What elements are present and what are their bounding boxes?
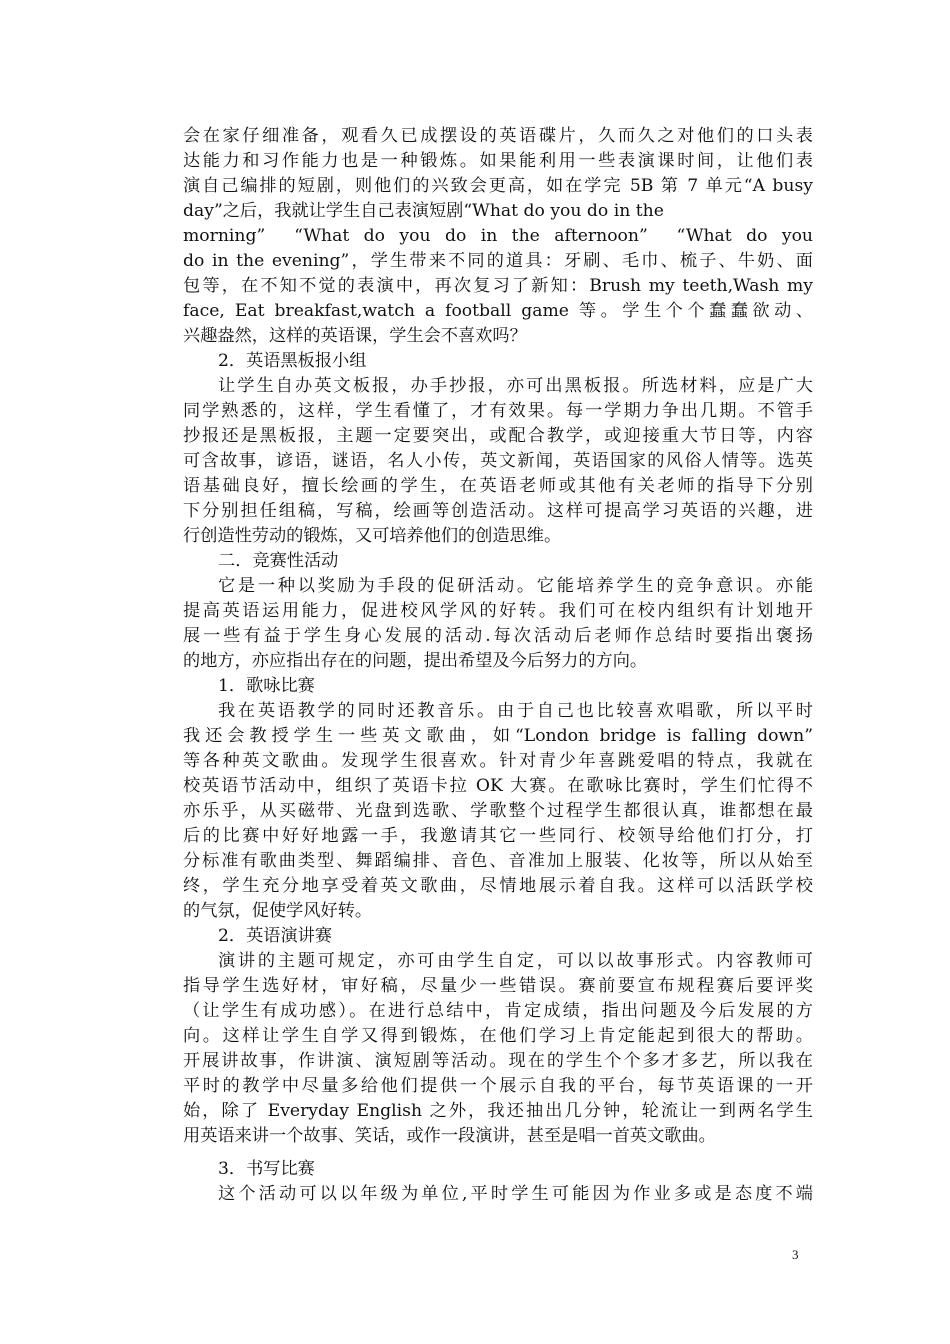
text-line: 终，学生充分地享受着英文歌曲，尽情地展示着自我。这样可以活跃学校 (183, 876, 813, 896)
text-line: 1．歌咏比赛 (218, 676, 315, 696)
text-line: 分标准有歌曲类型、舞蹈编排、音色、音准加上服装、化妆等，所以从始至 (183, 851, 813, 871)
text-line: 亦乐乎，从买磁带、光盘到选歌、学歌整个过程学生都很认真，谁都想在最 (183, 801, 813, 821)
text-line: 展一些有益于学生身心发展的活动.每次活动后老师作总结时要指出褒扬 (183, 626, 813, 646)
text-line: day”之后，我就让学生自己表演短剧“What do you do in the (183, 201, 664, 221)
text-line: （让学生有成功感）。在进行总结中，肯定成绩，指出问题及今后发展的方 (183, 1001, 813, 1021)
text-line: morning” “What do you do in the afternoon” “What do you (183, 226, 813, 246)
text-line: face, Eat breakfast,watch a football game 等。学生个个蠢蠢欲动、 (183, 301, 813, 321)
text-line: 演讲的主题可规定，亦可由学生自定，可以以故事形式。内容教师可 (218, 951, 813, 971)
text-line: 始，除了 Everyday English 之外，我还抽出几分钟，轮流让一到两名学生 (183, 1101, 813, 1121)
paragraph-gap (183, 1149, 813, 1157)
text-line: do in the evening”，学生带来不同的道具：牙刷、毛巾、梳子、牛奶、面 (183, 251, 813, 271)
text-line: 兴趣盎然，这样的英语课，学生会不喜欢吗？ (183, 326, 527, 346)
text-line: 抄报还是黑板报，主题一定要突出，或配合教学，或迎接重大节日等，内容 (183, 426, 813, 446)
text-line: 这个活动可以以年级为单位,平时学生可能因为作业多或是态度不端 (218, 1184, 813, 1204)
text-line: 同学熟悉的，这样，学生看懂了，才有效果。每一学期力争出几期。不管手 (183, 401, 813, 421)
text-line: 3．书写比赛 (218, 1159, 315, 1179)
document-body (183, 124, 813, 1207)
text-line: 用英语来讲一个故事、笑话，或作一段演讲，甚至是唱一首英文歌曲。 (183, 1126, 716, 1146)
text-line: 后的比赛中好好地露一手，我邀请其它一些同行、校领导给他们打分，打 (183, 826, 813, 846)
text-line: 会在家仔细准备，观看久已成摆设的英语碟片，久而久之对他们的口头表 (183, 126, 813, 146)
text-line: 向。这样让学生自学又得到锻炼，在他们学习上肯定能起到很大的帮助。 (183, 1026, 813, 1046)
text-line: 2．英语演讲赛 (218, 926, 333, 946)
text-line: 的气氛，促使学风好转。 (183, 901, 373, 921)
text-line: 它是一种以奖励为手段的促研活动。它能培养学生的竞争意识。亦能 (218, 576, 813, 596)
text-line: 二．竞赛性活动 (218, 551, 339, 571)
text-line: 平时的教学中尽量多给他们提供一个展示自我的平台，每节英语课的一开 (183, 1076, 813, 1096)
text-line: 指导学生选好材，审好稿，尽量少一些错误。赛前要宣布规程赛后要评奖 (183, 976, 813, 996)
text-line: 提高英语运用能力，促进校风学风的好转。我们可在校内组织有计划地开 (183, 601, 813, 621)
text-line: 的地方，亦应指出存在的问题，提出希望及今后努力的方向。 (183, 651, 648, 671)
text-line: 等各种英文歌曲。发现学生很喜欢。针对青少年喜跳爱唱的特点，我就在 (183, 751, 813, 771)
text-line: 我还会教授学生一些英文歌曲，如“London bridge is falling down” (183, 726, 813, 746)
text-line: 语基础良好，擅长绘画的学生，在英语老师或其他有关老师的指导下分别 (183, 476, 813, 496)
text-line: 校英语节活动中，组织了英语卡拉 OK 大赛。在歌咏比赛时，学生们忙得不 (183, 776, 813, 796)
text-line: 我在英语教学的同时还教音乐。由于自己也比较喜欢唱歌，所以平时 (218, 701, 813, 721)
text-line: 下分别担任组稿，写稿，绘画等创造活动。这样可提高学习英语的兴趣，进 (183, 501, 813, 521)
text-line: 达能力和习作能力也是一种锻炼。如果能利用一些表演课时间，让他们表 (183, 151, 813, 171)
text-line: 开展讲故事，作讲演、演短剧等活动。现在的学生个个多才多艺，所以我在 (183, 1051, 813, 1071)
text-line: 让学生自办英文板报，办手抄报，亦可出黑板报。所选材料，应是广大 (218, 376, 813, 396)
page-number: 3 (792, 1247, 799, 1262)
text-line: 2．英语黑板报小组 (218, 351, 367, 371)
text-line: 可含故事，谚语，谜语，名人小传，英文新闻，英语国家的风俗人情等。选英 (183, 451, 813, 471)
text-line: 包等，在不知不觉的表演中，再次复习了新知：Brush my teeth,Wash my (183, 276, 813, 296)
text-line: 行创造性劳动的锻炼，又可培养他们的创造思维。 (183, 526, 562, 546)
text-line: 演自己编排的短剧，则他们的兴致会更高，如在学完 5B 第 7 单元“A busy (183, 176, 813, 196)
